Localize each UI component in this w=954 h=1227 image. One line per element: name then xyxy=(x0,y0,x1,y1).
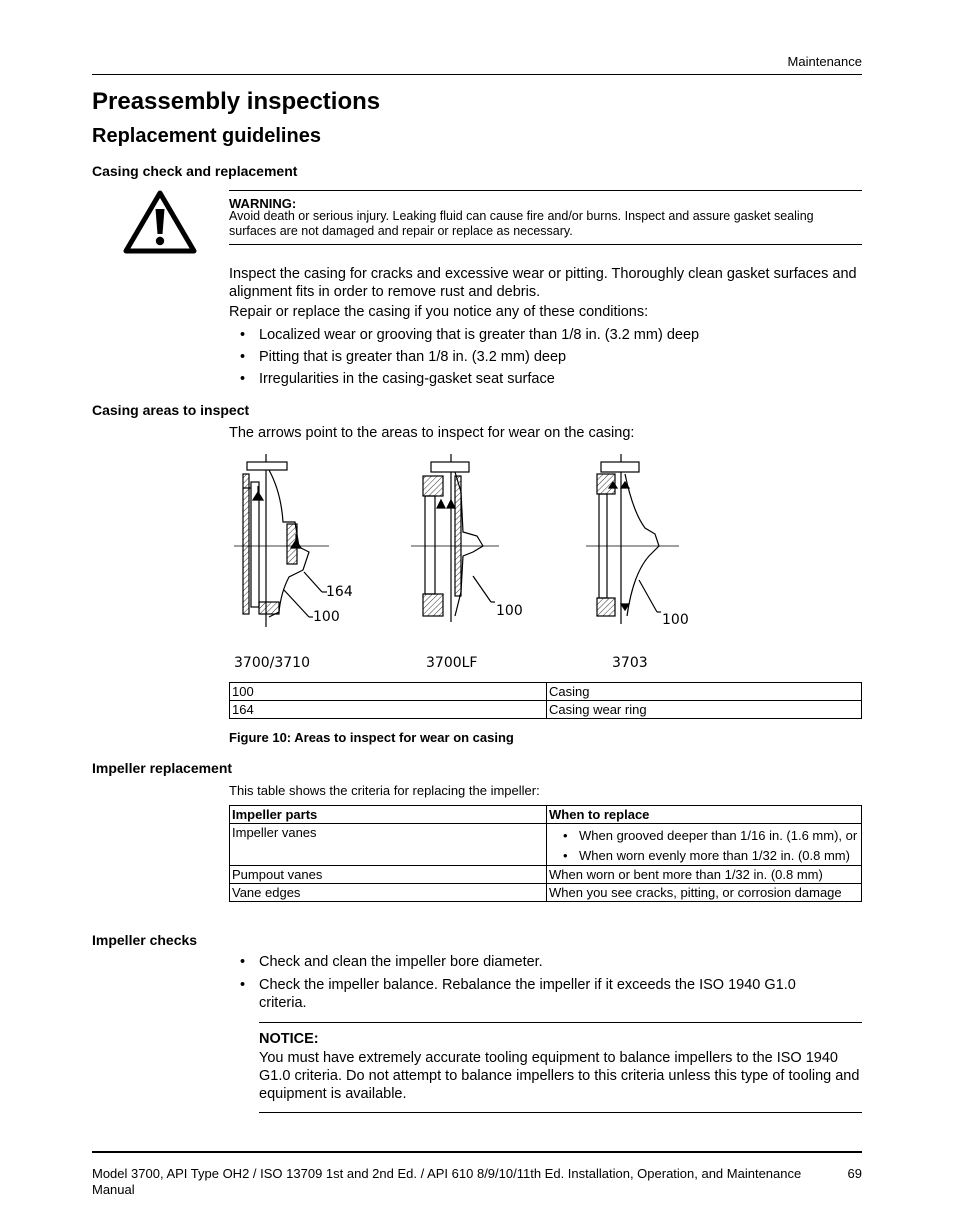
warning-top-rule xyxy=(229,190,862,191)
figure-caption: Figure 10: Areas to inspect for wear on casing xyxy=(229,730,514,745)
page-title: Preassembly inspections xyxy=(92,88,381,115)
list-item: • Irregularities in the casing-gasket seat surface xyxy=(229,370,859,388)
criteria-cell: When worn or bent more than 1/32 in. (0.8 mm) xyxy=(547,866,862,884)
list-item: • Check the impeller balance. Rebalance the impeller if it exceeds the ISO 1940 G1.0 criteria. xyxy=(229,976,819,1012)
impeller-replacement-intro: This table shows the criteria for replacing the impeller: xyxy=(229,783,540,798)
part-cell: Pumpout vanes xyxy=(230,866,547,884)
page-subtitle: Replacement guidelines xyxy=(92,125,321,147)
figure-legend-table xyxy=(229,682,862,719)
notice-text: You must have extremely accurate tooling equipment to balance impellers to the ISO 1940 G1.0 criteria. Do not attempt to balance impellers to this criteria unless this type of tooling and equipment is available. xyxy=(259,1050,860,1102)
impeller-checks-heading: Impeller checks xyxy=(92,932,198,948)
impeller-criteria-table xyxy=(229,805,862,902)
table-row xyxy=(230,884,862,902)
casing-areas-heading: Casing areas to inspect xyxy=(92,402,250,418)
part-cell: Impeller vanes xyxy=(230,824,547,866)
list-item: • Pitting that is greater than 1/8 in. (3.2 mm) deep xyxy=(229,348,859,366)
legend-description: Casing wear ring xyxy=(547,701,862,719)
drawing-3700-3710 xyxy=(234,454,329,627)
list-item: • Localized wear or grooving that is greater than 1/8 in. (3.2 mm) deep xyxy=(229,326,859,344)
notice-top-rule xyxy=(259,1022,862,1023)
footer-manual-title: Model 3700, API Type OH2 / ISO 13709 1st and 2nd Ed. / API 610 8/9/10/11th Ed. Installation, Operation, and Maintenance Manual xyxy=(92,1166,802,1197)
legend-number: 164 xyxy=(230,701,547,719)
notice-title: NOTICE: xyxy=(259,1031,319,1047)
criteria-cell: When you see cracks, pitting, or corrosion damage xyxy=(547,884,862,902)
warning-triangle-icon xyxy=(122,189,198,255)
page-number: 69 xyxy=(847,1166,862,1181)
footer-rule xyxy=(92,1151,862,1153)
criteria-list xyxy=(549,828,859,863)
table-row xyxy=(230,701,862,719)
table-row xyxy=(230,866,862,884)
table-header-row xyxy=(230,806,862,824)
table-row xyxy=(230,824,862,866)
model-label-3700LF: 3700LF xyxy=(426,655,478,671)
model-label-3700-3710: 3700/3710 xyxy=(234,655,310,671)
casing-check-heading: Casing check and replacement xyxy=(92,163,298,179)
model-label-3703: 3703 xyxy=(612,655,648,671)
running-header: Maintenance xyxy=(787,54,862,69)
column-header-when: When to replace xyxy=(547,806,862,824)
drawing-3703 xyxy=(586,454,679,624)
legend-number: 100 xyxy=(230,683,547,701)
warning-title: WARNING: xyxy=(229,196,297,211)
list-item: • When grooved deeper than 1/16 in. (1.6 mm), or xyxy=(549,828,859,843)
casing-inspection-figure xyxy=(229,452,699,632)
casing-conditions-list xyxy=(229,326,859,388)
warning-bottom-rule xyxy=(229,244,862,245)
legend-description: Casing xyxy=(547,683,862,701)
casing-areas-intro: The arrows point to the areas to inspect for wear on the casing: xyxy=(229,425,635,441)
criteria-cell xyxy=(547,824,862,866)
casing-paragraph-1: Inspect the casing for cracks and excessive wear or pitting. Thoroughly clean gasket surfaces and alignment fits in order to remove rust and debris. xyxy=(229,266,857,300)
callout-100-c: 100 xyxy=(662,612,689,628)
impeller-replacement-heading: Impeller replacement xyxy=(92,760,233,776)
notice-bottom-rule xyxy=(259,1112,862,1113)
list-item: • Check and clean the impeller bore diameter. xyxy=(229,953,819,971)
impeller-checks-list xyxy=(229,953,819,1012)
casing-paragraph-2: Repair or replace the casing if you notice any of these conditions: xyxy=(229,304,649,320)
list-item: • When worn evenly more than 1/32 in. (0.8 mm) xyxy=(549,848,859,863)
drawing-3700LF xyxy=(411,454,499,622)
header-rule xyxy=(92,74,862,75)
callout-100-b: 100 xyxy=(496,603,523,619)
warning-text: Avoid death or serious injury. Leaking fluid can cause fire and/or burns. Inspect and assure gasket sealing surfaces are not damaged and repair or replace as necessary. xyxy=(229,209,814,238)
callout-164-a: 164 xyxy=(326,584,353,600)
part-cell: Vane edges xyxy=(230,884,547,902)
column-header-parts: Impeller parts xyxy=(230,806,547,824)
callout-100-a: 100 xyxy=(313,609,340,625)
table-row xyxy=(230,683,862,701)
